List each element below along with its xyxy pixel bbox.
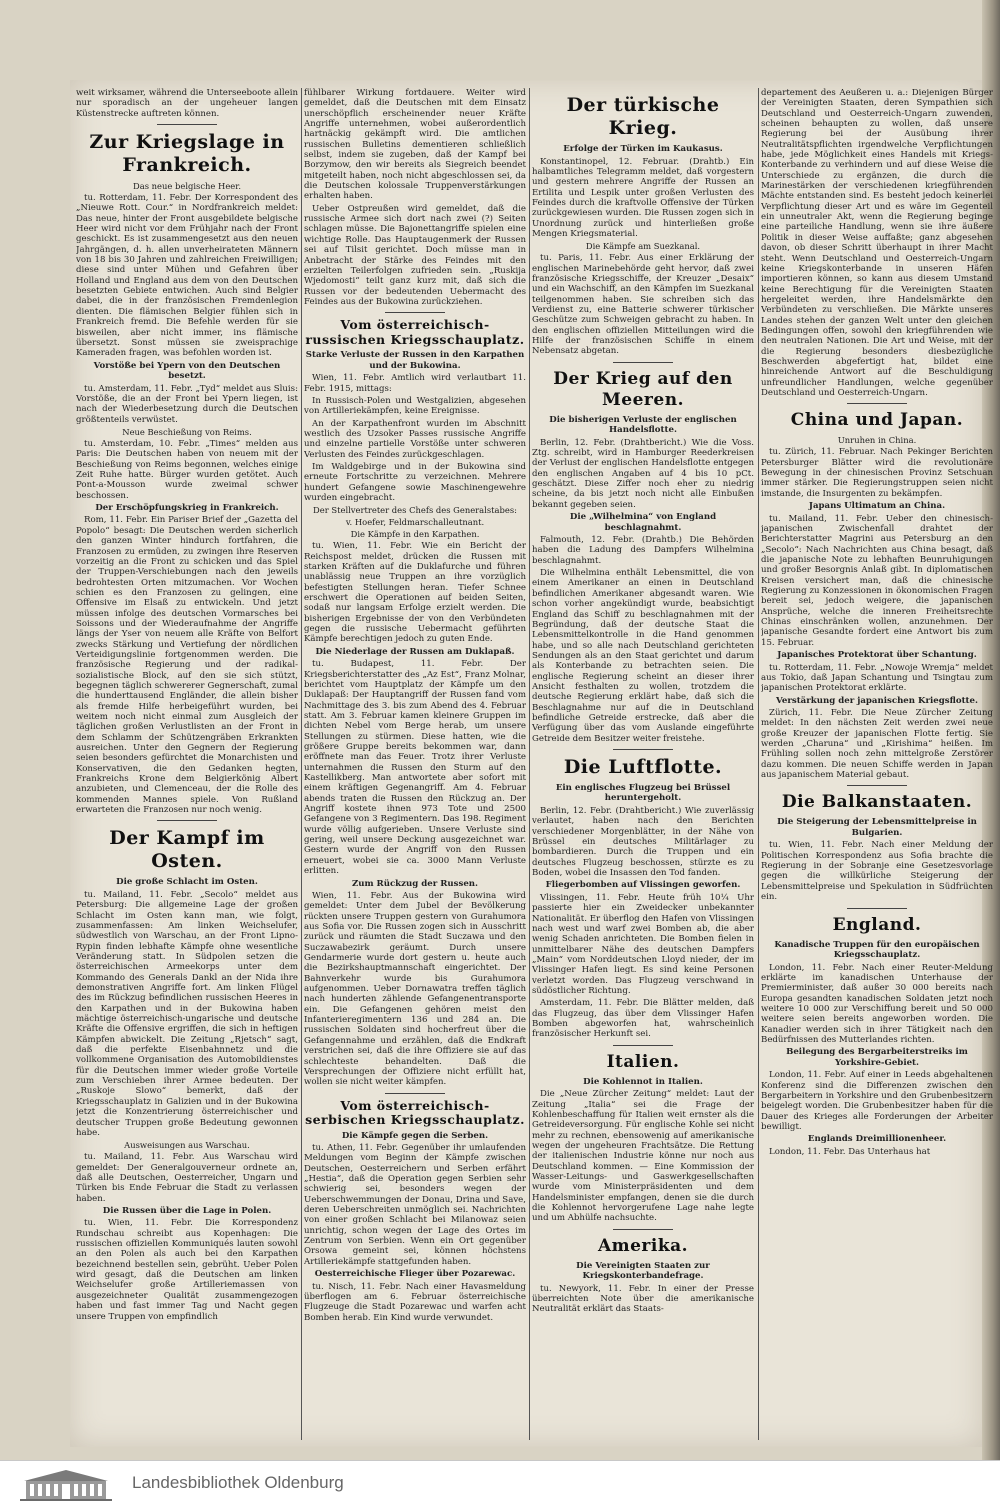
headline-italien: Italien.	[606, 1051, 680, 1072]
paragraph: tu. Mailand, 11. Febr. Aus Warschau wird gemeldet: Der Generalgouverneur ordnete an, daß alle Deutschen, Oesterreicher, Ungarn und Türken bis Ende Februar die Stadt zu verlassen haben.	[76, 1152, 298, 1204]
headline-oesterreich-serbien: Vom österreichisch-serbischen Kriegsschauplatz.	[305, 1097, 525, 1128]
separator	[385, 1093, 445, 1094]
paragraph: weit wirksamer, während die Unterseeboote allein nur sporadisch an der ungeheuer langen Küstenstrecke auftreten können.	[76, 88, 298, 119]
footer-bar	[0, 1460, 1000, 1508]
subheading: Die Kohlennot in Italien.	[583, 1076, 703, 1087]
paragraph: Amsterdam, 11. Febr. Die Blätter melden, daß das Flugzeug, das über dem Vlissinger Hafen Bomben abgeworfen hat, wahrscheinlich französischer Herkunft sei.	[532, 998, 754, 1040]
paragraph: tu. Wien, 11. Febr. Nach einer Meldung der Politischen Korrespondenz aus Sofia brachte die Regierung in der Sobranje eine Gesetzesvorlage gegen die willkürliche Steigerung der Lebensmittelpreise und Spekulation in Südfrüchten ein.	[761, 840, 993, 903]
headline-osten: Der Kampf im Osten.	[109, 827, 265, 873]
subheading: Verstärkung der japanischen Kriegsflotte.	[776, 695, 978, 706]
subheading: Die Steigerung der Lebensmittelpreise in Bulgarien.	[777, 817, 977, 838]
paragraph: Vlissingen, 11. Febr. Heute früh 10¼ Uhr passierte hier ein Zweidecker unbekannter Nationalität. Er überflog den Hafen von Vlissingen nach west und warf zwei Bomben ab, die aber wenig Schaden anrichteten. Die Bomben fielen in unmittelbarer Nähe des deutschen Dampfers „Main“ vom Norddeutschen Lloyd nieder, der im Vlissinger Hafen liegt. Es sind keine Personen verletzt worden. Das Flugzeug verschwand in südöstlicher Richtung.	[532, 892, 754, 996]
paragraph: Berlin, 12. Febr. (Drahtbericht.) Wie die Voss. Ztg. schreibt, wird in Hamburger Reederkreisen der Verlust der englischen Handelsflotte entgegen den englischen Angaben auf 4 bis 10 pCt. geschätzt. Diese Ziffer noch eher zu niedrig scheine, da bis jetzt noch nicht alle Einbußen bekannt gegeben seien.	[532, 437, 754, 510]
subheading: Japanisches Protektorat über Schantung.	[777, 650, 977, 660]
subheading: Erfolge der Türken im Kaukasus.	[563, 144, 723, 154]
column-3	[532, 88, 754, 1440]
headline-luftflotte: Die Luftflotte.	[563, 755, 723, 778]
subheading: Kanadische Truppen für den europäischen Kriegsschauplatz.	[774, 939, 980, 960]
separator	[613, 1229, 673, 1230]
subheading: Die bisherigen Verluste der englischen Handelsflotte.	[549, 414, 737, 436]
subheading: Beilegung des Bergarbeiterstreiks im Yorkshire-Gebiet.	[786, 1047, 968, 1068]
headline-oesterreich-russland: Vom österreichisch-russischen Kriegsschauplatz.	[305, 317, 525, 347]
separator	[613, 1045, 673, 1046]
headline-frankreich: Zur Kriegslage in Frankreich.	[89, 131, 285, 177]
separator	[847, 403, 907, 404]
column-1	[76, 88, 298, 1440]
column-4	[761, 88, 993, 1440]
subheading: Die Vereinigten Staaten zur Kriegskonterbandefrage.	[576, 1260, 710, 1282]
paragraph: tu. Mailand, 11. Febr. „Secolo“ meldet aus Petersburg: Die allgemeine Lage der großen Schlacht im Osten kann man, wie folgt, zusammenfassen: Am linken Weichselufer, südwestlich von Warschau, an der Front Lipno-Rypin finden lebhafte Kämpfe ohne wesentliche Veränderung statt. In Südpolen setzen die österreichischen Armeekorps unter dem Kommando des Generals Dankl an der Nida ihre demonstrativen Angriffe fort. Am linken Flügel des im Rückzug befindlichen russischen Heeres in den Karpathen und in der Bukowina haben mächtige österreichisch-ungarische und deutsche Kräfte die Offensive ergriffen, die sich in heftigen Kämpfen abwickelt. Die Zeitung „Rjetsch“ sagt, daß die perfekte Eisenbahnnetz und die vollkommene Organisation des Automobildienstes für die Deutschen immer wieder große Vorteile zum Verschieben ihrer Armee bedeuten. Der „Ruskoje Slowo“ bemerkt, daß der Kriegsschauplatz in Galizien und in der Bukowina jetzt die Konzentrierung österreichischer und deutscher Truppen große Bedeutung gewonnen habe.	[76, 889, 298, 1138]
separator	[847, 785, 907, 786]
headline-england: England.	[832, 914, 922, 935]
paragraph: tu. Newyork, 11. Febr. In einer der Presse überreichten Note über die amerikanische Neutralität erklärt das Staats-	[532, 1283, 754, 1315]
subheading: Das neue belgische Heer.	[132, 181, 242, 192]
paragraph: London, 11. Febr. Auf einer in Leeds abgehaltenen Konferenz sind die Differenzen zwischen den Bergarbeitern in Yorkshire und den Grubenbesitzern beigelegt worden. Die Grubenbesitzer haben für die Dauer des Krieges alle Forderungen der Arbeiter bewilligt.	[761, 1070, 993, 1132]
paragraph: tu. Wien, 11. Febr. Wie ein Bericht der Reichspost meldet, drücken die Russen mit starken Kräften auf die Duklafurche und führen unablässig neue Truppen an ihre vorzüglich befestigten Stellungen heran. Tiefer Schnee erschwert die Operationen auf beiden Seiten, sodaß nur langsam Erfolge erzielt werden. Die bisherigen Ergebnisse der von den Verbündeten gegen die russische Uebermacht geführten Kämpfe berechtigen jedoch zu guten Ende.	[304, 541, 526, 645]
separator	[847, 908, 907, 909]
paragraph: tu. Zürich, 11. Februar. Nach Pekinger Berichten Petersburger Blätter wird die revolutionäre Bewegung in der chinesischen Provinz Setschuan immer stärker. Die Regierungstruppen seien nicht imstande, die Insurgenten zu bekämpfen.	[761, 447, 993, 499]
separator	[613, 362, 673, 363]
subheading: Ausweisungen aus Warschau.	[124, 1140, 250, 1151]
paragraph: Zürich, 11. Febr. Die Neue Zürcher Zeitung meldet: In den nächsten Zeit werden zwei neue große Kreuzer der japanischen Flotte fertig. Sie werden „Charuna“ und „Kirishima“ heißen. Im Frühling sollen noch zehn mittelgroße Zerstörer dazu kommen. Die neuen Schiffe werden in Japan aus japanischem Material gebaut.	[761, 708, 993, 781]
subheading: Unruhen in China.	[837, 435, 917, 446]
column-2	[304, 88, 526, 1440]
column-rule	[301, 88, 302, 1440]
library-name: Landesbibliothek Oldenburg	[132, 1473, 344, 1492]
separator	[157, 820, 217, 821]
paragraph: fühlbarer Wirkung fortdauere. Weiter wird gemeldet, daß die Deutschen mit dem Einsatz unerschöpflich erscheinender neuer Kräfte Angriffe unternehmen, wobei außerordentlich hartnäckig gekämpft wird. Die amtlichen russischen Bulletins dementieren schließlich selbst, indem sie zugeben, daß der Kampf bei Borzymow, den wir bereits als Siegreich beendet mitgeteilt haben, noch nicht abgeschlossen sei, da die Deutschen kolossale Truppenverstärkungen erhalten haben.	[304, 88, 526, 202]
subheading: Vorstöße bei Ypern von den Deutschen besetzt.	[93, 360, 281, 382]
paragraph: tu. Paris, 11. Febr. Aus einer Erklärung der englischen Marinebehörde geht hervor, daß zwei französische Kriegsschiffe, der Kreuzer „Desaix“ und ein Wachschiff, an den Kämpfen im Suezkanal teilgenommen haben. Sie schreiben sich das Verdienst zu, eine Batterie schwerer türkischer Geschütze zum Schweigen gebracht zu haben. In den englischen offiziellen Mitteilungen wird die Hilfe der französischen Schiffe in einem Nebensatz abgetan.	[532, 253, 754, 357]
subheading: Die Kämpfe am Suezkanal.	[585, 241, 701, 252]
signature: v. Hoefer, Feldmarschalleutnant.	[345, 517, 485, 528]
separator	[157, 124, 217, 125]
separator	[385, 312, 445, 313]
paragraph: Wien, 11. Febr. Amtlich wird verlautbart 11. Febr. 1915, mittags:	[304, 373, 526, 394]
subheading: Ein englisches Flugzeug bei Brüssel heruntergeholt.	[555, 782, 731, 804]
paragraph: An der Karpathenfront wurden im Abschnitt westlich des Uzsoker Passes russische Angriffe und einzelne partielle Vorstöße unter schweren Verlusten des Feindes zurückgeschlagen.	[304, 418, 526, 460]
headline-china-japan: China und Japan.	[790, 410, 964, 431]
paragraph: In Russisch-Polen und Westgalizien, abgesehen von Artilleriekämpfen, keine Ereignisse.	[304, 395, 526, 417]
signature: Der Stellvertreter des Chefs des Generalstabes:	[313, 505, 517, 516]
subheading: Der Erschöpfungskrieg in Frankreich.	[95, 502, 279, 513]
paragraph: Konstantinopel, 12. Februar. (Drahtb.) Ein halbamtliches Telegramm meldet, daß vorgestern und gestern mehrere Angriffe der Russen an Ertilita und Lespik unter großen Verlusten des Feindes durch die kraftvolle Offensive der Türken zurückgewiesen wurden. Die Russen zogen sich in Unordnung zurück und hinterließen große Mengen Kriegsmaterial.	[532, 156, 754, 239]
subheading: Oesterreichische Flieger über Pozarewac.	[314, 1269, 516, 1280]
paragraph: tu. Amsterdam, 10. Febr. „Times“ melden aus Paris: Die Deutschen haben von neuem mit der Beschießung von Reims begonnen, welches einige Zeit Ruhe hatte. Bürger wurden getötet. Auch Pont-a-Mousson wurde zweimal schwer beschossen.	[76, 438, 298, 501]
subheading: Die Kämpfe gegen die Serben.	[341, 1130, 489, 1141]
subheading: Neue Beschießung von Reims.	[122, 426, 252, 437]
column-rule	[758, 88, 759, 1440]
paragraph: Berlin, 12. Febr. (Drahtbericht.) Wie zuverlässig verlautet, haben nach den Berichten verschiedener Morgenblätter, in der Nähe von Brüssel ein deutsches Militärlager zu bombardieren. Durch die Truppen und ein deutsches Flugzeug beschossen, stürzte es zu Boden, wobei die Insassen den Tod fanden.	[532, 805, 754, 879]
paragraph: Im Waldgebirge und in der Bukowina sind erneute Fortschritte zu verzeichnen. Mehrere hundert Gefangene sowie Maschinengewehre wurden eingebracht.	[304, 461, 526, 503]
paragraph: tu. Wien, 11. Febr. Die Korrespondenz Rundschau schreibt aus Kopenhagen: Die russischen offiziellen Kommuniqués lauten sowohl an den Polen als auch bei den Karpathen bezeichnend bestellen sein, gebrüht. Ueber Polen wird gesagt, daß die Deutschen am linken Weichselufer große Artilleriemassen von ausgezeichneter Qualität zusammengezogen haben und fast immer Tag und Nacht gegen unsere Truppen von empfindlich	[76, 1218, 298, 1322]
paragraph: London, 11. Febr. Nach einer Reuter-Meldung erklärte im kanadischen Unterhause der Premierminister, daß außer 30 000 bereits nach Europa gesandten kanadischen Soldaten jetzt noch weitere 10 000 zur Verschiffung bereit und 50 000 weitere seien bereits angeworben worden. Die Kanadier werden sich in ihrer Tätigkeit nach den Bedürfnissen des Mutterlandes richten.	[761, 962, 993, 1045]
paragraph: London, 11. Febr. Das Unterhaus hat	[769, 1146, 931, 1157]
subheading: Fliegerbomben auf Vlissingen geworfen.	[545, 880, 741, 891]
subheading: Englands Dreimillionenheer.	[807, 1134, 947, 1145]
paragraph: tu. Athen, 11. Febr. Gegenüber ihr umlaufenden Meldungen vom Beginn der Kämpfe zwischen Deutschen, Oesterreichern und Serben erfährt „Hestia“, daß die Operation gegen Serbien sehr schwierig sei, besonders wegen der Ueberschwemmungen der Donau, Drina und Save, deren Ueberschreiten unmöglich sei. Nachrichten von einer großen Schlacht bei Milanowaz seien unrichtig, schon wegen der Lage des Ortes im Zentrum von Serbien. Wenn ein Ort gegenüber Orsowa gemeint sei, können höchstens Artilleriekämpfe stattgefunden haben.	[304, 1143, 526, 1267]
subheading: Starke Verluste der Russen in den Karpathen und der Bukowina.	[305, 350, 525, 371]
subheading: Japans Ultimatum an China.	[808, 501, 946, 512]
separator	[613, 749, 673, 750]
paragraph: departement des Aeußeren u. a.: Diejenigen Bürger der Vereinigten Staaten, deren Sympathien sich Deutschland und Oesterreich-Ungarn zuwenden, scheinen behaupten zu wollen, daß unsere Regierung bei der Ausübung ihrer Neutralitätspflichten irgendwelche Verpflichtungen habe, jede Möglichkeit eines Handels mit Kriegs-Konterbande zu verhindern und auf diese Weise die Unterschiede zu ergänzen, die durch die Marinestärken der verschiedenen kriegführenden Mächte entstanden sind. Es besteht jedoch keinerlei Verpflichtung dieser Art und es wäre im Gegenteil ein unneutraler Akt, wenn die Regierung beginge eine parteiliche Handlung, wenn sie ihre äußere Politik in dieser Weise auffaßte; ganz abgesehen davon, ob dieser Schritt überhaupt in ihrer Macht steht. Wenn Deutschland und Oesterreich-Ungarn keine Kriegskonterbande in unseren Häfen importieren können, so kann aus diesem Umstand keine Berechtigung für die Vereinigten Staaten hergeleitet werden, ihre Handelsmärkte den Verbündeten zu verschließen. Die Märkte unseres Landes stehen der ganzen Welt unter den gleichen Bedingungen offen, sowohl den kriegführenden wie den neutralen Nationen. Die Art und Weise, mit der die Regierung besonders diesbezügliche Beschwerden abgefertigt hat, bildet eine hinreichende Antwort auf die Beschuldigung unfreundlicher Handlungen, welche gegenüber Deutschland und Oesterreich-Ungarn.	[761, 88, 993, 398]
headline-amerika: Amerika.	[597, 1235, 689, 1256]
paragraph: Die „Neue Zürcher Zeitung“ meldet: Laut der Zeitung „Italia“ sei die Frage der Kohlenbeschaffung für Italien weit ernster als die Getreideversorgung. Für englische Kohle sei nicht mehr zu rechnen, ebensowenig auf amerikanische wegen der ungeheuren Frachtsätze. Die Rettung der italienischen Industrie könne nur noch aus Deutschland kommen. — Eine Kommission der Wasser-Leitungs- und Gaswerkgesellschaften wurde vom Ministerpräsidenten und dem Handelsminister empfangen, denen sie die durch die Kohlennot hervorgerufene Lage nahe legte und um Abhülfe nachsuchte.	[532, 1089, 754, 1224]
headline-tuerkei: Der türkische Krieg.	[566, 94, 720, 139]
subheading: Die große Schlacht im Osten.	[116, 877, 258, 888]
subheading: Die „Wilhelmina“ von England beschlagnahmt.	[569, 512, 717, 533]
paragraph: tu. Mailand, 11. Febr. Ueber den chinesisch-japanischen Zwischenfall drahtet der Berichterstatter Magrini aus Petersburg an den „Secolo“: Nach Nachrichten aus China besagt, daß die japanische Note zu lebhaften Beunruhigungen und großer Besorgnis Anlaß gibt. In diplomatischen Kreisen versichert man, daß die chinesische Regierung zu Konzessionen in ökonomischen Fragen bereit sei, jedoch weigere, die japanischen Ansprüche, welche die inneren Freiheitsrechte Chinas einschränken wollen, anzunehmen. Der japanische Gesandte fordert eine Antwort bis zum 15. Februar.	[761, 513, 993, 648]
column-rule	[529, 88, 530, 1440]
paragraph: tu. Budapest, 11. Febr. Der Kriegsberichterstatter des „Az Est“, Franz Molnar, berichtet vom Hauptplatz der Kämpfe um den Duklapaß: Der Hauptangriff der Russen fand vom Nachmittage des 3. bis zum Abend des 4. Februar statt. Am 3. Februar kamen kleinere Gruppen im dichten Nebel vom Berge herab, um unsere Stellungen zu stürmen. Diese hatten, wie die größere Gruppe bereits bekommen war, dann eröffnete man das Feuer. Trotz ihrer Verluste unternahmen die Russen den Sturm auf den Kastellikberg. Man antwortete aber sofort mit einem kräftigen Gegenangriff. Am 4. Februar abends traten die Russen den Rückzug an. Der Angriff kostete ihnen 973 Tote und 2500 Gefangene von 3 Regimentern. Das 198. Regiment wurde völlig aufgerieben. Unsere Verluste sind gering, weil unsere Deckung ausgezeichnet war. Gestern wurde der Angriff von den Russen erneuert, wobei sie ca. 3000 Mann Verluste erlitten.	[304, 659, 526, 877]
paragraph: Falmouth, 12. Febr. (Drahtb.) Die Behörden haben die Ladung des Dampfers Wilhelmina beschlagnahmt.	[532, 535, 754, 566]
paragraph: tu. Nisch, 11. Febr. Nach einer Havasmeldung überflogen am 6. Februar österreichische Flugzeuge die Stadt Pozarewac und warfen acht Bomben herab. Ein Kind wurde verwundet.	[304, 1281, 526, 1323]
paragraph: tu. Amsterdam, 11. Febr. „Tyd“ meldet aus Sluis: Vorstöße, die an der Front bei Ypern liegen, ist nach der Wiederbesetzung durch die Deutschen größtenteils verwüstet.	[76, 383, 298, 425]
subheading: Die Niederlage der Russen am Duklapaß.	[315, 646, 515, 657]
paragraph: Rom, 11. Febr. Ein Pariser Brief der „Gazetta del Popolo“ besagt: Die Deutschen werden sicherlich den ganzen Winter hindurch fortfahren, die Franzosen zu ermüden, zu zwingen ihre Reserven vorzeitig an die Front zu schicken und das Spiel der Truppen-Verschiebungen nach den jeweils bedrohtesten Orten mitzumachen. Vor Wochen schien es den Franzosen zu gelingen, eine Offensive im Elsaß zu entwickeln. Und jetzt müssen infolge des deutschen Vormarsches bei Soissons und der Wiederaufnahme der Angriffe längs der Yser von neuem alle Kräfte von Belfort zwecks Stärkung und Vertiefung der nördlichen Verteidigungslinie fortgenommen werden. Die französische Regierung und der radikal-sozialistische Block, auf den sie sich stützt, begegnen täglich schwererer Gegnerschaft, zumal die hunderttausend Engländer, die allein bisher als fremde Hilfe herbeigeführt wurden, bei weitem noch nicht einmal zum Ausgleich der täglichen großen Verlustlisten an der Front in dem Schlamm der Schützengräben Erkrankten ausreichen. Unter den Gegnern der Regierung seien besonders gefürchtet die Monarchisten und Konservativen, die den Gedanken hegten, Frankreichs Krone dem Belgierkönig Albert anzubieten, und Clemenceau, der die Rolle des kommenden Mannes spiele. Von Rußland erwarteten die Franzosen nur noch wenig.	[76, 515, 298, 816]
paragraph: Die Wilhelmina enthält Lebensmittel, die von einem Amerikaner an einen in Deutschland befindlichen Amerikaner abgesandt waren. Wie schon vorher angekündigt wurde, beabsichtigt England das Schiff zu beschlagnahmen mit der Begründung, daß der deutsche Staat die Lebensmittelkontrolle in die Hand genommen habe, und so alle nach Deutschland gerichteten Sendungen als an den Staat gerichtet und darum als Konterbande zu betrachten seien. Die englische Regierung scheint an dieser ihrer Ansicht festhalten zu wollen, trotzdem die deutsche Regierung erklärt habe, daß sich die Beschlagnahme nur auf die in Deutschland befindliche Getreide erstrecke, daß aber die Verfügung über das vom Auslande eingeführte Getreide dem Besitzer weiter freistehe.	[532, 568, 754, 744]
subheading: Zum Rückzug der Russen.	[351, 878, 479, 889]
paragraph: Wien, 11. Febr. Aus der Bukowina wird gemeldet: Unter dem Jubel der Bevölkerung rückten unsere Truppen gestern von Gurahumora aus Sofia vor. Die Russen zogen sich in Ausschritt zurück und räumten die Stadt Suczawa und den Suczawabezirk geräumt. Durch unsere Gendarmerie wurde dort gestern u. heute auch die Bezirkshauptmannschaft eingerichtet. Der Bahnverkehr wurde bis Gurahumora aufgenommen. Ueber Dornawatra treffen täglich nach hunderten zählende Gefangenentransporte ein. Die Gefangenen gehören meist den Infanterieregimentern 136 und 284 an. Die russischen Soldaten sind hocherfreut über die Gefangennahme und erzählen, daß die Endkraft verstrichen sei, daß die ihre Offiziere sie auf das schlechteste behandelten. Daß die Versprechungen der Offiziere nicht erfüllt hat, wollen sie nicht weiter kämpfen.	[304, 891, 526, 1088]
paragraph: tu. Rotterdam, 11. Febr. Der Korrespondent des „Nieuwe Rott. Cour.“ in Nordfrankreich meldet: Das neue, hinter der Front ausgebildete belgische Heer wird nicht vor dem Frühjahr nach der Front geschickt. Es ist zusammengesetzt aus den neuen Jahrgängen, d. h. allen unverheirateten Männern von 18 bis 30 Jahren und zahlreichen Freiwilligen; diese sind unter Mühen und Gefahren über Holland und England aus dem von den Deutschen besetzten Gebiete entwichen. Auch sind Belgier dabei, die in der französischen Fremdenlegion dienten. Die flämischen Belgier fühlen sich in Frankreich fremd. Die Befehle werden für sie bisweilen, aber nicht immer, ins flämische übersetzt. Sonst müssen sie zweisprachige Kameraden fragen, was befohlen worden ist.	[76, 193, 298, 359]
library-building-icon	[16, 1467, 116, 1501]
headline-meere: Der Krieg auf den Meeren.	[553, 368, 733, 410]
headline-balkan: Die Balkanstaaten.	[781, 792, 973, 813]
paragraph: Ueber Ostpreußen wird gemeldet, daß die russische Armee sich dort nach zwei (?) Seiten schlagen müsse. Die Bajonettangriffe spielen eine wichtige Rolle. Das Hauptaugenmerk der Russen sei auf Tilsit gerichtet. Doch müsse man in Anbetracht der Stärke des Feindes mit den erzielten Teilerfolgen zufrieden sein. „Ruskija Wjedomosti“ teilt ganz kurz mit, daß sich die Russen vor der bedeutenden Uebermacht des Feindes aus der Bukowina zurückziehen.	[304, 203, 526, 307]
paragraph: tu. Rotterdam, 11. Febr. „Nowoje Wremja“ meldet aus Tokio, daß Japan Schantung und Tsingtau zum japanischen Protektorat erklärte.	[761, 662, 993, 694]
subheading: Die Russen über die Lage in Polen.	[102, 1205, 272, 1216]
subheading: Die Kämpfe in den Karpathen.	[350, 529, 480, 540]
